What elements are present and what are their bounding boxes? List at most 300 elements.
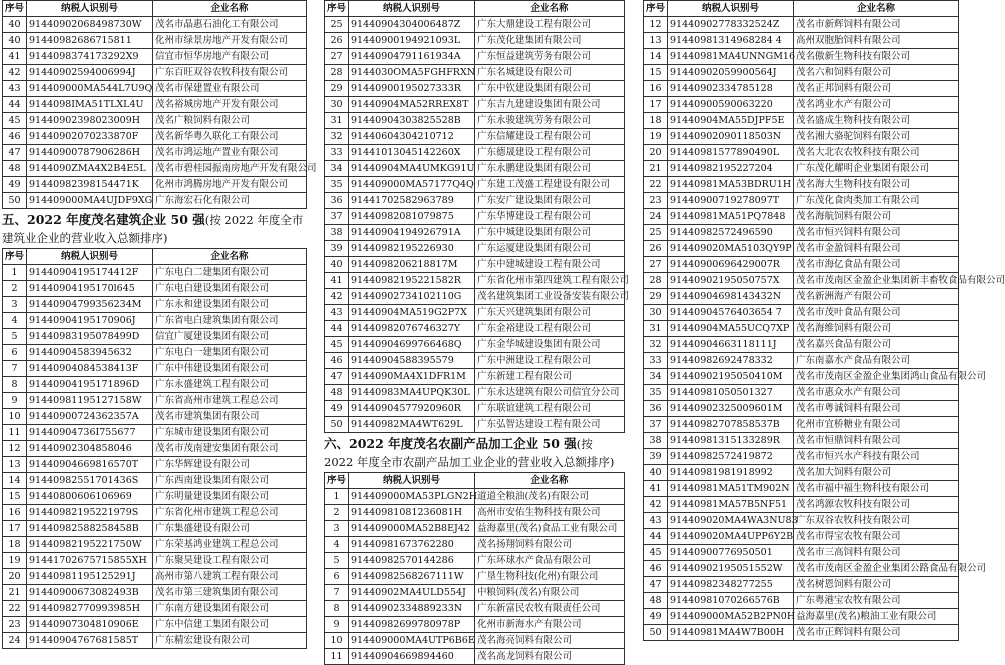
company-name: 茂名市晶惠石油化工有限公司 xyxy=(153,17,307,33)
row-number: 22 xyxy=(3,601,27,617)
company-name: 茂名市恒鼎饲料有限公司 xyxy=(794,433,959,449)
row-number: 50 xyxy=(644,625,668,641)
row-number: 18 xyxy=(3,537,27,553)
tax-id: 91440981MA4W7B00H xyxy=(668,625,794,641)
table-row xyxy=(325,601,625,617)
row-number: 45 xyxy=(644,545,668,561)
row-number: 6 xyxy=(3,345,27,361)
tax-id: 91440982686715811 xyxy=(27,33,153,49)
company-name: 茂名市建筑集团有限公司 xyxy=(153,409,307,425)
table-row xyxy=(325,337,625,353)
tax-id: 91440900673082493B xyxy=(27,585,153,601)
table-row xyxy=(644,369,959,385)
table-row xyxy=(325,321,625,337)
company-name: 广东中建城建设工程有限公司 xyxy=(475,257,625,273)
table-row xyxy=(3,377,307,393)
tax-id: 914409020MA4WA3NU83 xyxy=(668,513,794,529)
table-row xyxy=(3,553,307,569)
header-company-name: 企业名称 xyxy=(153,1,307,17)
row-number: 24 xyxy=(644,209,668,225)
row-number: 36 xyxy=(644,401,668,417)
table-row xyxy=(3,585,307,601)
table-row xyxy=(325,585,625,601)
row-number: 23 xyxy=(644,193,668,209)
table-row xyxy=(644,433,959,449)
tax-id: 91440900194921093L xyxy=(349,33,475,49)
company-name: 茂名正邦饲料有限公司 xyxy=(794,81,959,97)
tax-id: 91440904195171896D xyxy=(27,377,153,393)
company-name: 广东电白二建集团有限公司 xyxy=(153,265,307,281)
table-row xyxy=(644,449,959,465)
company-name: 益海嘉里(茂名)粮油工业有限公司 xyxy=(794,609,959,625)
table-row xyxy=(325,369,625,385)
tax-id: 91440982707858537B xyxy=(668,417,794,433)
row-number: 20 xyxy=(3,569,27,585)
company-name: 茂名鸿源农牧科技有限公司 xyxy=(794,497,959,513)
company-name: 茂名新洲海产有限公司 xyxy=(794,289,959,305)
company-name: 广东西南建设集团有限公司 xyxy=(153,473,307,489)
company-name: 广东电白一建集团有限公司 xyxy=(153,345,307,361)
table-row xyxy=(3,505,307,521)
table-row xyxy=(3,193,307,209)
row-number: 28 xyxy=(644,273,668,289)
table-row xyxy=(644,81,959,97)
table-row xyxy=(325,65,625,81)
table-row xyxy=(3,473,307,489)
row-number: 44 xyxy=(325,321,349,337)
tax-id: 91440900776950501 xyxy=(668,545,794,561)
company-name: 茂名市惠众水产有限公司 xyxy=(794,385,959,401)
column-1 xyxy=(2,0,317,649)
tax-id: 91440982195227204 xyxy=(668,161,794,177)
company-name: 化州市鸿腾房地产开发有限公司 xyxy=(153,177,307,193)
table-row xyxy=(325,209,625,225)
row-number: 37 xyxy=(644,417,668,433)
row-number: 43 xyxy=(644,513,668,529)
company-name: 广东百旺双谷农牧科技有限公司 xyxy=(153,65,307,81)
tax-id: 91440904084538413F xyxy=(27,361,153,377)
tax-id: 914409000MA57177Q4Q xyxy=(349,177,475,193)
tax-id: 91440981195125291J xyxy=(27,569,153,585)
table-section4-continued xyxy=(2,0,317,209)
tax-id: 91440902068498730W xyxy=(27,17,153,33)
tax-id: 91440983MA4UPQK30L xyxy=(349,385,475,401)
row-number: 15 xyxy=(3,489,27,505)
tax-id: 91440982076746327Y xyxy=(349,321,475,337)
company-name: 茂名市新辉饲料有限公司 xyxy=(794,17,959,33)
table-row xyxy=(3,17,307,33)
company-name: 广东电白建设集团有限公司 xyxy=(153,281,307,297)
company-name: 茂名湘大骆驼饲料有限公司 xyxy=(794,129,959,145)
tax-id: 91440904MA55UCQ7XP xyxy=(668,321,794,337)
row-number: 21 xyxy=(644,161,668,177)
tax-id: 91440982195221750W xyxy=(27,537,153,553)
table-row xyxy=(644,49,959,65)
table-row xyxy=(3,49,307,65)
tax-id: 91440981MA4UNNGM16 xyxy=(668,49,794,65)
row-number: 30 xyxy=(644,305,668,321)
tax-id: 91440982770993985H xyxy=(27,601,153,617)
company-name: 茂名市海亿食品有限公司 xyxy=(794,257,959,273)
row-number: 50 xyxy=(3,193,27,209)
table-row xyxy=(3,489,307,505)
company-name: 广东省电白建筑集团有限公司 xyxy=(153,313,307,329)
table-agri-processing-top50 xyxy=(324,472,625,665)
table-row xyxy=(3,361,307,377)
tax-id: 91440900787906286H xyxy=(27,145,153,161)
table-row xyxy=(644,97,959,113)
row-number: 11 xyxy=(3,425,27,441)
tax-id: 91440902334785128 xyxy=(668,81,794,97)
table-row xyxy=(644,65,959,81)
tax-id: 91440902334889233N xyxy=(349,601,475,617)
company-name: 高州市第八建筑工程有限公司 xyxy=(153,569,307,585)
row-number: 14 xyxy=(3,473,27,489)
table-row xyxy=(644,417,959,433)
table-row xyxy=(325,633,625,649)
company-name: 茂名扬翔饲料有限公司 xyxy=(475,537,625,553)
company-name: 广东省化州市第四建筑工程有限公司 xyxy=(475,273,625,289)
company-name: 信宜市恒华房地产有限公司 xyxy=(153,49,307,65)
table-row xyxy=(3,441,307,457)
tax-id: 91440904577920960R xyxy=(349,401,475,417)
table-row xyxy=(325,289,625,305)
tax-id: 91440981577890490L xyxy=(668,145,794,161)
row-number: 25 xyxy=(644,225,668,241)
company-name: 茂名市恒兴水产科技有限公司 xyxy=(794,449,959,465)
row-number: 35 xyxy=(325,177,349,193)
table-row xyxy=(3,113,307,129)
table-row xyxy=(325,489,625,505)
table-row xyxy=(325,385,625,401)
company-name: 茂名高龙饲料有限公司 xyxy=(475,649,625,665)
table-row xyxy=(644,161,959,177)
company-name: 广东茂化建集团有限公司 xyxy=(475,33,625,49)
row-number: 50 xyxy=(325,417,349,433)
company-name: 广东建工茂盛工程建设有限公司 xyxy=(475,177,625,193)
row-number: 32 xyxy=(325,129,349,145)
row-number: 25 xyxy=(325,17,349,33)
company-name: 茂名加大饲料有限公司 xyxy=(794,465,959,481)
company-name: 广东茂化食肉类加工有限公司 xyxy=(794,193,959,209)
company-name: 道道全粮油(茂名)有限公司 xyxy=(475,489,625,505)
row-number: 32 xyxy=(644,337,668,353)
tax-id: 91440900590063220 xyxy=(668,97,794,113)
row-number: 29 xyxy=(644,289,668,305)
row-number: 26 xyxy=(644,241,668,257)
row-number: 17 xyxy=(3,521,27,537)
table-row xyxy=(325,129,625,145)
tax-id: 91440982588258458B xyxy=(27,521,153,537)
tax-id: 91441013045142260X xyxy=(349,145,475,161)
company-name: 茂名市茂南区金盈企业集团公路食品有限公司 xyxy=(794,561,959,577)
company-name: 茂名裕城房地产开发有限公司 xyxy=(153,97,307,113)
company-name: 广东永鹏建设集团有限公司 xyxy=(475,161,625,177)
tax-id: 91441702675715855XH xyxy=(27,553,153,569)
row-number: 13 xyxy=(3,457,27,473)
table-row xyxy=(644,353,959,369)
table-row xyxy=(325,401,625,417)
table-row xyxy=(644,593,959,609)
row-number: 40 xyxy=(644,465,668,481)
row-number: 23 xyxy=(3,617,27,633)
column-3 xyxy=(643,0,1005,641)
tax-id: 91440904MA52RREX8T xyxy=(349,97,475,113)
tax-id: 91440900195027333R xyxy=(349,81,475,97)
tax-id: 91440982081079875 xyxy=(349,209,475,225)
table-row xyxy=(644,465,959,481)
row-number: 11 xyxy=(325,649,349,665)
row-number: 30 xyxy=(325,97,349,113)
tax-id: 91440904699766468Q xyxy=(349,337,475,353)
table-row xyxy=(644,17,959,33)
header-company-name: 企业名称 xyxy=(794,1,959,17)
table-row xyxy=(3,345,307,361)
company-name: 广东金裕建设工程有限公司 xyxy=(475,321,625,337)
table-row xyxy=(644,529,959,545)
table-row xyxy=(325,81,625,97)
tax-id: 91440981981918992 xyxy=(668,465,794,481)
tax-id: 91440982572419872 xyxy=(668,449,794,465)
row-number: 39 xyxy=(325,241,349,257)
row-number: 43 xyxy=(3,81,27,97)
tax-id: 91440904MA4UMKG91U xyxy=(349,161,475,177)
tax-id: 91440981673762280 xyxy=(349,537,475,553)
company-name: 茂名市正辉饲料有限公司 xyxy=(794,625,959,641)
row-number: 48 xyxy=(325,385,349,401)
tax-id: 91440904736I755677 xyxy=(27,425,153,441)
tax-id: 91440902090118503N xyxy=(668,129,794,145)
company-name: 广东金华城建设集团有限公司 xyxy=(475,337,625,353)
tax-id: 91440904MA55DJPF5E xyxy=(668,113,794,129)
row-number: 9 xyxy=(3,393,27,409)
table-row xyxy=(325,145,625,161)
table-row xyxy=(3,33,307,49)
company-name: 茂名盛成生物科技有限公司 xyxy=(794,113,959,129)
company-name: 茂名市茂南建安集团有限公司 xyxy=(153,441,307,457)
tax-id: 91440902195050410M xyxy=(668,369,794,385)
company-name: 广东粤港宝农牧有限公司 xyxy=(794,593,959,609)
company-name: 广东德晟建设工程有限公司 xyxy=(475,145,625,161)
row-number: 20 xyxy=(644,145,668,161)
row-number: 28 xyxy=(325,65,349,81)
company-name: 茂名大北农农牧科技有限公司 xyxy=(794,145,959,161)
header-company-name: 企业名称 xyxy=(475,473,625,489)
company-name: 茂名市碧桂园振南房地产开发有限公司 xyxy=(153,161,307,177)
row-number: 46 xyxy=(325,353,349,369)
tax-id: 91440900719278097T xyxy=(668,193,794,209)
table-row xyxy=(3,97,307,113)
row-number: 31 xyxy=(325,113,349,129)
tax-id: 91440902304858046 xyxy=(27,441,153,457)
table-row xyxy=(644,289,959,305)
header-tax-id: 纳税人识别号 xyxy=(27,249,153,265)
company-name: 广东华辉建设有限公司 xyxy=(153,457,307,473)
company-name: 益海嘉里(茂名)食品工业有限公司 xyxy=(475,521,625,537)
company-name: 广东聚昊建设工程有限公司 xyxy=(153,553,307,569)
table-construction-top50 xyxy=(2,248,307,649)
row-number: 12 xyxy=(3,441,27,457)
company-name: 广东海宏石化有限公司 xyxy=(153,193,307,209)
tax-id: 91440904799356234M xyxy=(27,297,153,313)
row-number: 13 xyxy=(644,33,668,49)
row-number: 41 xyxy=(325,273,349,289)
tax-id: 914409020MA5103QY9P xyxy=(668,241,794,257)
table-agri-processing-continued xyxy=(643,0,1005,641)
row-number: 2 xyxy=(3,281,27,297)
row-number: 8 xyxy=(3,377,27,393)
tax-id: 91440981195127158W xyxy=(27,393,153,409)
table-row xyxy=(325,257,625,273)
company-name: 广东天兴建筑集团有限公司 xyxy=(475,305,625,321)
table-row xyxy=(3,313,307,329)
row-number: 8 xyxy=(325,601,349,617)
company-name: 茂名六和饲料有限公司 xyxy=(794,65,959,81)
section-note: (按 2022 年度全市农副产品加工业企业的营业收入总额排序) xyxy=(324,437,615,469)
tax-id: 91440902195050757X xyxy=(668,273,794,289)
tax-id: 91440904669816570T xyxy=(27,457,153,473)
company-name: 广东弘智达建设工程有限公司 xyxy=(475,417,625,433)
row-number: 46 xyxy=(644,561,668,577)
company-name: 广东华博建设工程有限公司 xyxy=(475,209,625,225)
table-row xyxy=(325,417,625,433)
row-number: 38 xyxy=(325,225,349,241)
row-number: 37 xyxy=(325,209,349,225)
row-number: 43 xyxy=(325,305,349,321)
table-header-row xyxy=(325,473,625,489)
tax-id: 91440904303825528B xyxy=(349,113,475,129)
tax-id: 91440800606106969 xyxy=(27,489,153,505)
row-number: 27 xyxy=(644,257,668,273)
table-row xyxy=(644,129,959,145)
row-number: 48 xyxy=(644,593,668,609)
table-row xyxy=(3,145,307,161)
header-no: 序号 xyxy=(644,1,668,17)
row-number: 29 xyxy=(325,81,349,97)
row-number: 4 xyxy=(325,537,349,553)
tax-id: 91440982692478332 xyxy=(668,353,794,369)
row-number: 26 xyxy=(325,33,349,49)
tax-id: 91440904698143432N xyxy=(668,289,794,305)
tax-id: 91440900696429007R xyxy=(668,257,794,273)
company-name: 茂名市茂南区金盈企业集团新丰畜牧食品有限公司 xyxy=(794,273,959,289)
section-title: 2022 年度茂名建筑企业 50 强 xyxy=(27,212,205,227)
company-name: 茂名海亮饲料有限公司 xyxy=(475,633,625,649)
tax-id: 91440902195051552W xyxy=(668,561,794,577)
table-row xyxy=(325,193,625,209)
tax-id: 91440982398154471K xyxy=(27,177,153,193)
company-name: 茂名嘉兴食品有限公司 xyxy=(794,337,959,353)
row-number: 42 xyxy=(3,65,27,81)
company-name: 茂名市茂叶食品有限公司 xyxy=(794,305,959,321)
tax-id: 91440982568267111W xyxy=(349,569,475,585)
table-row xyxy=(644,481,959,497)
row-number: 48 xyxy=(3,161,27,177)
header-tax-id: 纳税人识别号 xyxy=(349,1,475,17)
tax-id: 91440904767681585T xyxy=(27,633,153,649)
tax-id: 91440981070266576B xyxy=(668,593,794,609)
company-name: 广东茂化耀明企业集团有限公司 xyxy=(794,161,959,177)
table-row xyxy=(325,17,625,33)
table-row xyxy=(325,569,625,585)
table-row xyxy=(644,273,959,289)
header-no: 序号 xyxy=(325,1,349,17)
row-number: 16 xyxy=(644,81,668,97)
company-name: 茂名海维饲料有限公司 xyxy=(794,321,959,337)
row-number: 4 xyxy=(3,313,27,329)
table-row xyxy=(644,401,959,417)
table-header-row xyxy=(3,1,307,17)
tax-id: 91440902734102110G xyxy=(349,289,475,305)
tax-id: 91440982570144286 xyxy=(349,553,475,569)
company-name: 广东永和建设集团有限公司 xyxy=(153,297,307,313)
tax-id: 91441702582963789 xyxy=(349,193,475,209)
company-name: 广东新富民农牧有限责任公司 xyxy=(475,601,625,617)
row-number: 47 xyxy=(3,145,27,161)
tax-id: 91440904195170l645 xyxy=(27,281,153,297)
row-number: 3 xyxy=(325,521,349,537)
row-number: 42 xyxy=(644,497,668,513)
section-heading-agri-processing xyxy=(324,433,624,472)
company-name: 茂名鸿业水产有限公司 xyxy=(794,97,959,113)
tax-id: 91440981315133289R xyxy=(668,433,794,449)
company-name: 广东联谊建筑工程有限公司 xyxy=(475,401,625,417)
company-name: 广东永骏建筑劳务有限公司 xyxy=(475,113,625,129)
row-number: 24 xyxy=(3,633,27,649)
table-row xyxy=(644,305,959,321)
tax-id: 914409000MA52B8EJ42 xyxy=(349,521,475,537)
company-name: 广东永盛建筑工程有限公司 xyxy=(153,377,307,393)
table-row xyxy=(644,625,959,641)
tax-id: 914409000MA4UJDF9XG xyxy=(27,193,153,209)
table-row xyxy=(644,225,959,241)
tax-id: 91440904588395579 xyxy=(349,353,475,369)
row-number: 19 xyxy=(3,553,27,569)
row-number: 39 xyxy=(644,449,668,465)
header-tax-id: 纳税人识别号 xyxy=(349,473,475,489)
tax-id: 9144098206218817M xyxy=(349,257,475,273)
table-row xyxy=(3,601,307,617)
tax-id: 91440902MA4ULD554J xyxy=(349,585,475,601)
tax-id: 91440982551701436S xyxy=(27,473,153,489)
table-row xyxy=(3,65,307,81)
company-name: 茂名市三高饲料有限公司 xyxy=(794,545,959,561)
table-row xyxy=(325,49,625,65)
company-name: 茂名市恒兴饲料有限公司 xyxy=(794,225,959,241)
tax-id: 91440904MA519G2P7X xyxy=(349,305,475,321)
company-name: 广东明量建设集团有限公司 xyxy=(153,489,307,505)
tax-id: 91440902059900564J xyxy=(668,65,794,81)
company-name: 广东精宏建设有限公司 xyxy=(153,633,307,649)
table-row xyxy=(3,81,307,97)
table-row xyxy=(644,209,959,225)
table-row xyxy=(3,409,307,425)
tax-id: 91440904576403654 7 xyxy=(668,305,794,321)
row-number: 33 xyxy=(325,145,349,161)
row-number: 6 xyxy=(325,569,349,585)
table-row xyxy=(325,225,625,241)
row-number: 15 xyxy=(644,65,668,81)
table-row xyxy=(325,305,625,321)
table-row xyxy=(3,457,307,473)
section-note: (按 2022 年度全市建筑业企业的营业收入总额排序) xyxy=(2,213,304,245)
row-number: 1 xyxy=(325,489,349,505)
company-name: 茂名树恩饲料有限公司 xyxy=(794,577,959,593)
table-row xyxy=(3,129,307,145)
row-number: 7 xyxy=(325,585,349,601)
company-name: 中粮饲料(茂名)有限公司 xyxy=(475,585,625,601)
table-row xyxy=(644,241,959,257)
